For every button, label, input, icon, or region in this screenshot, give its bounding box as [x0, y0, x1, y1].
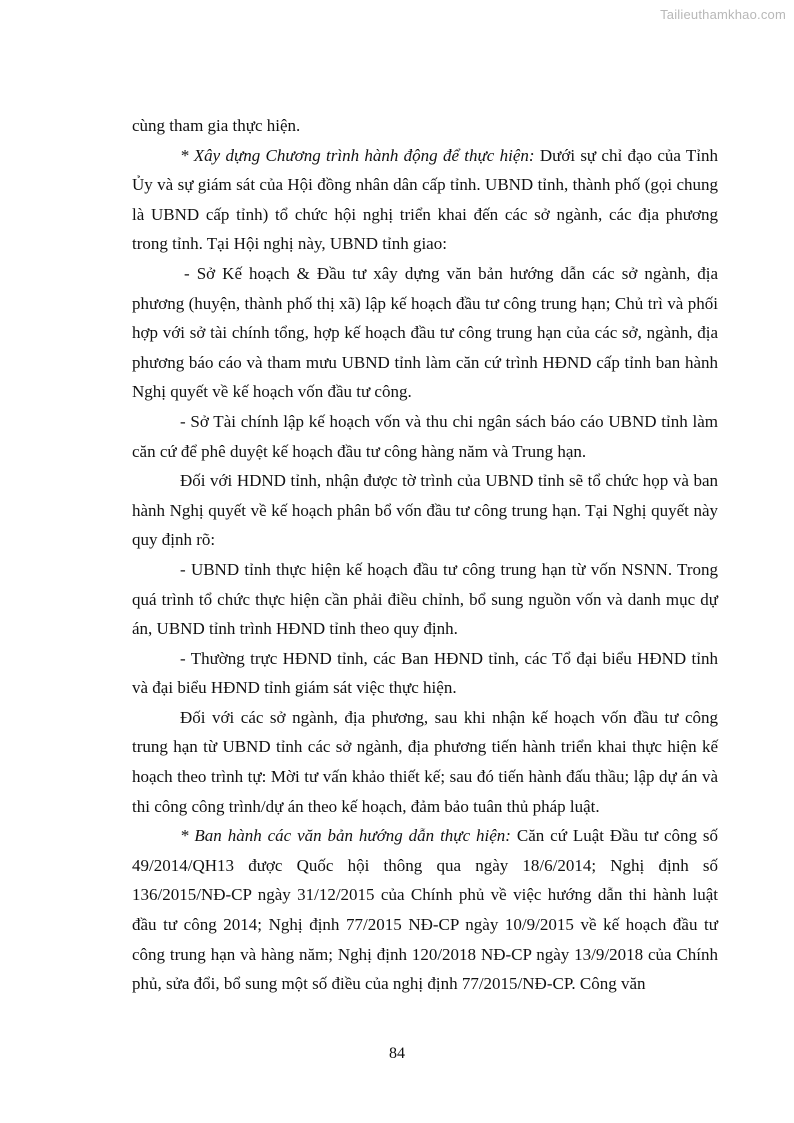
- paragraph-3-text: - Sở Kế hoạch & Đầu tư xây dựng văn bản hướng dẫn các sở ngành, địa phương (huyện, thành phố thị xã) lập kế hoạch đầu tư công trung hạn; Chủ trì và phối hợp với sở tài chính tổng, hợp kế hoạch đầu tư công trung hạn của các sở, ngành, địa phương báo cáo và tham mưu UBND tỉnh làm căn cứ trình HĐND cấp tỉnh ban hành Nghị quyết về kế hoạch vốn đầu tư công.: [132, 263, 718, 402]
- paragraph-2-text: Dưới sự chỉ đạo của Tỉnh Ủy và sự giám sát của Hội đồng nhân dân cấp tỉnh. UBND tỉnh, thành phố (gọi chung là UBND cấp tỉnh) tổ chức hội nghị triển khai đến các sở ngành, các địa phương trong tỉnh. Tại Hội nghị này, UBND tỉnh giao:: [132, 145, 718, 254]
- document-body: [132, 111, 718, 999]
- paragraph-9-text: Căn cứ Luật Đầu tư công số 49/2014/QH13 được Quốc hội thông qua ngày 18/6/2014; Nghị định số 136/2015/NĐ-CP ngày 31/12/2015 của Chính phủ về việc hướng dẫn thi hành luật đầu tư công 2014; Nghị định 77/2015 NĐ-CP ngày 10/9/2015 về kế hoạch đầu tư công trung hạn và hàng năm; Nghị định 120/2018 NĐ-CP ngày 13/9/2018 của Chính phủ, sửa đổi, bổ sung một số điều của nghị định 77/2015/NĐ-CP. Công văn: [132, 826, 719, 994]
- paragraph-4: [132, 407, 718, 466]
- paragraph-2: [132, 141, 718, 259]
- paragraph-2-heading: * Xây dựng Chương trình hành động để thực hiện:: [180, 145, 535, 165]
- paragraph-8-text: Đối với các sở ngành, địa phương, sau khi nhận kế hoạch vốn đầu tư công trung hạn từ UBND tỉnh các sở ngành, địa phương tiến hành triển khai thực hiện kế hoạch theo trình tự: Mời tư vấn khảo thiết kế; sau đó tiến hành đấu thầu; lập dự án và thi công công trình/dự án theo kế hoạch, đảm bảo tuân thủ pháp luật.: [132, 707, 718, 816]
- paragraph-1-text: cùng tham gia thực hiện.: [132, 116, 301, 135]
- paragraph-9: [132, 821, 718, 999]
- page-number: 84: [389, 1045, 405, 1062]
- paragraph-3: [132, 259, 718, 407]
- paragraph-7: [132, 644, 718, 703]
- paragraph-8: [132, 703, 718, 821]
- watermark: Tailieuthamkhao.com: [660, 7, 786, 22]
- paragraph-1: [132, 111, 718, 141]
- paragraph-5: [132, 466, 718, 555]
- paragraph-4-text: - Sở Tài chính lập kế hoạch vốn và thu chi ngân sách báo cáo UBND tỉnh làm căn cứ để phê duyệt kế hoạch đầu tư công hàng năm và Trung hạn.: [132, 411, 718, 461]
- paragraph-5-text: Đối với HDND tỉnh, nhận được tờ trình của UBND tỉnh sẽ tổ chức họp và ban hành Nghị quyết về kế hoạch phân bổ vốn đầu tư công trung hạn. Tại Nghị quyết này quy định rõ:: [132, 471, 718, 550]
- paragraph-9-heading: * Ban hành các văn bản hướng dẫn thực hiện:: [180, 826, 511, 846]
- paragraph-6-text: - UBND tỉnh thực hiện kế hoạch đầu tư công trung hạn từ vốn NSNN. Trong quá trình tổ chức thực hiện cần phải điều chỉnh, bổ sung nguồn vốn và danh mục dự án, UBND tỉnh trình HĐND tỉnh theo quy định.: [132, 559, 718, 639]
- paragraph-7-text: - Thường trực HĐND tỉnh, các Ban HĐND tỉnh, các Tổ đại biểu HĐND tỉnh và đại biểu HĐND tỉnh giám sát việc thực hiện.: [132, 648, 718, 698]
- paragraph-6: [132, 555, 718, 644]
